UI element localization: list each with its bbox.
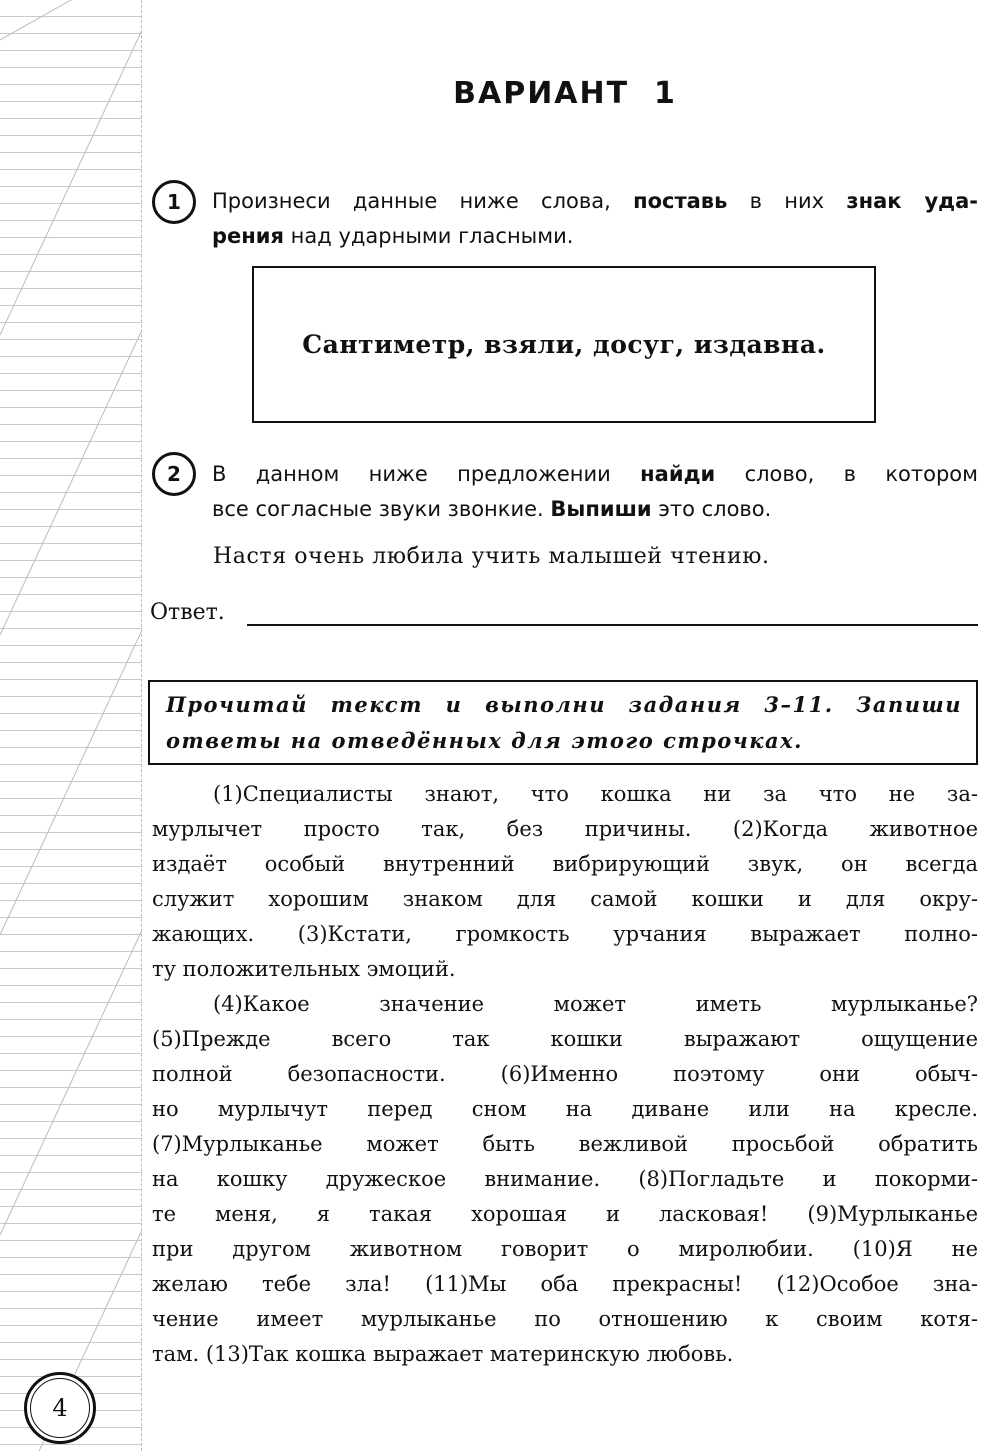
task-2-line-2: все согласные звуки звонкие. Выпиши это слово. (212, 497, 772, 521)
task-2-sentence: Настя очень любила учить малышей чтению. (213, 544, 770, 569)
words-box (252, 266, 876, 423)
margin-slant-lines (0, 0, 142, 1451)
text-line: издаёт особый внутренний вибрирующий звук, он всегда (152, 852, 978, 876)
text-line: те меня, я такая хорошая и ласковая! (9)Мурлыканье (152, 1202, 978, 1226)
text-line: ту положительных эмоций. (152, 957, 456, 981)
text-line: (1)Специалисты знают, что кошка ни за что не за- (213, 782, 978, 806)
text-line: чение имеет мурлыканье по отношению к своим котя- (152, 1307, 978, 1331)
text-line: (5)Прежде всего так кошки выражают ощущение (152, 1027, 978, 1051)
reading-instruction: Прочитай текст и выполни задания 3–11. Запиши ответы на отведённых для этого строчках. (148, 680, 978, 765)
text-line: при другом животном говорит о миролюбии. (10)Я не (152, 1237, 978, 1261)
text-line: полной безопасности. (6)Именно поэтому они обыч- (152, 1062, 978, 1086)
task-1-line-1: Произнеси данные ниже слова, поставь в них знак уда- (212, 189, 978, 213)
answer-label: Ответ. (150, 600, 225, 625)
margin-edge (141, 0, 142, 1451)
task-2-line-1: В данном ниже предложении найди слово, в котором (212, 462, 978, 486)
task-1-line-2: рения над ударными гласными. (212, 224, 574, 248)
text-line: там. (13)Так кошка выражает материнскую любовь. (152, 1342, 734, 1366)
text-line: на кошку дружеское внимание. (8)Погладьте и покорми- (152, 1167, 978, 1191)
text-line: (4)Какое значение может иметь мурлыканье? (213, 992, 978, 1016)
text-line: желаю тебе зла! (11)Мы оба прекрасны! (12)Особое зна- (152, 1272, 978, 1296)
words-list: Сантиметр, взяли, досуг, издавна. (302, 330, 826, 359)
task-1-number: 1 (152, 180, 196, 224)
text-line: мурлычет просто так, без причины. (2)Когда животное (152, 817, 978, 841)
text-line: но мурлычут перед сном на диване или на кресле. (152, 1097, 978, 1121)
page-number: 4 (24, 1372, 96, 1444)
page-title: ВАРИАНТ 1 (453, 76, 677, 111)
ruled-margin (0, 0, 142, 1451)
text-line: служит хорошим знаком для самой кошки и для окру- (152, 887, 978, 911)
answer-line[interactable] (247, 624, 978, 626)
task-2-number: 2 (152, 452, 196, 496)
text-line: жающих. (3)Кстати, громкость урчания выражает полно- (152, 922, 978, 946)
text-line: (7)Мурлыканье может быть вежливой просьбой обратить (152, 1132, 978, 1156)
